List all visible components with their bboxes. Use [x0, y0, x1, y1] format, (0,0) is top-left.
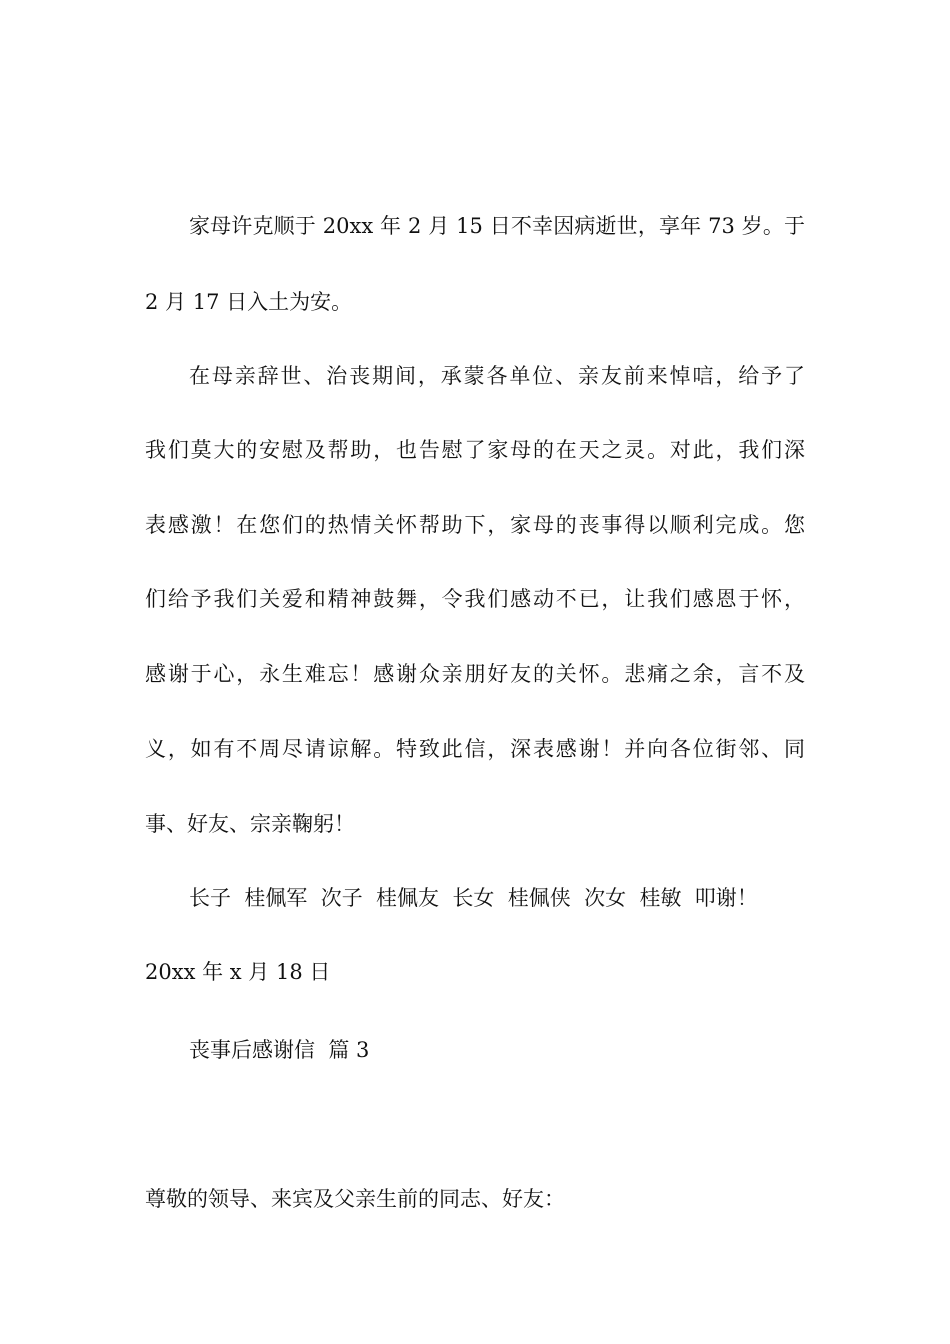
para2-line3: 表感激！在您们的热情关怀帮助下，家母的丧事得以顺利完成。您 [145, 513, 805, 537]
para2-line6: 义，如有不周尽请谅解。特致此信，深表感谢！并向各位街邻、同 [145, 737, 805, 761]
para1-line2: 2 月 17 日入土为安。 [145, 290, 353, 314]
para2-line4: 们给予我们关爱和精神鼓舞，令我们感动不已，让我们感恩于怀， [145, 587, 805, 611]
salutation: 尊敬的领导、来宾及父亲生前的同志、好友： [145, 1187, 565, 1211]
section-title: 丧事后感谢信 篇 3 [189, 1038, 370, 1062]
signature-line: 长子 桂佩军 次子 桂佩友 长女 桂佩侠 次女 桂敏 叩谢！ [189, 886, 758, 910]
para1-line1: 家母许克顺于 20xx 年 2 月 15 日不幸因病逝世，享年 73 岁。于 [189, 214, 805, 238]
para2-line2: 我们莫大的安慰及帮助，也告慰了家母的在天之灵。对此，我们深 [145, 438, 805, 462]
date-line: 20xx 年 x 月 18 日 [145, 960, 331, 984]
para2-line1: 在母亲辞世、治丧期间，承蒙各单位、亲友前来悼唁，给予了 [189, 364, 805, 388]
para2-line5: 感谢于心，永生难忘！感谢众亲朋好友的关怀。悲痛之余，言不及 [145, 662, 805, 686]
para2-line7: 事、好友、宗亲鞠躬！ [145, 812, 355, 836]
